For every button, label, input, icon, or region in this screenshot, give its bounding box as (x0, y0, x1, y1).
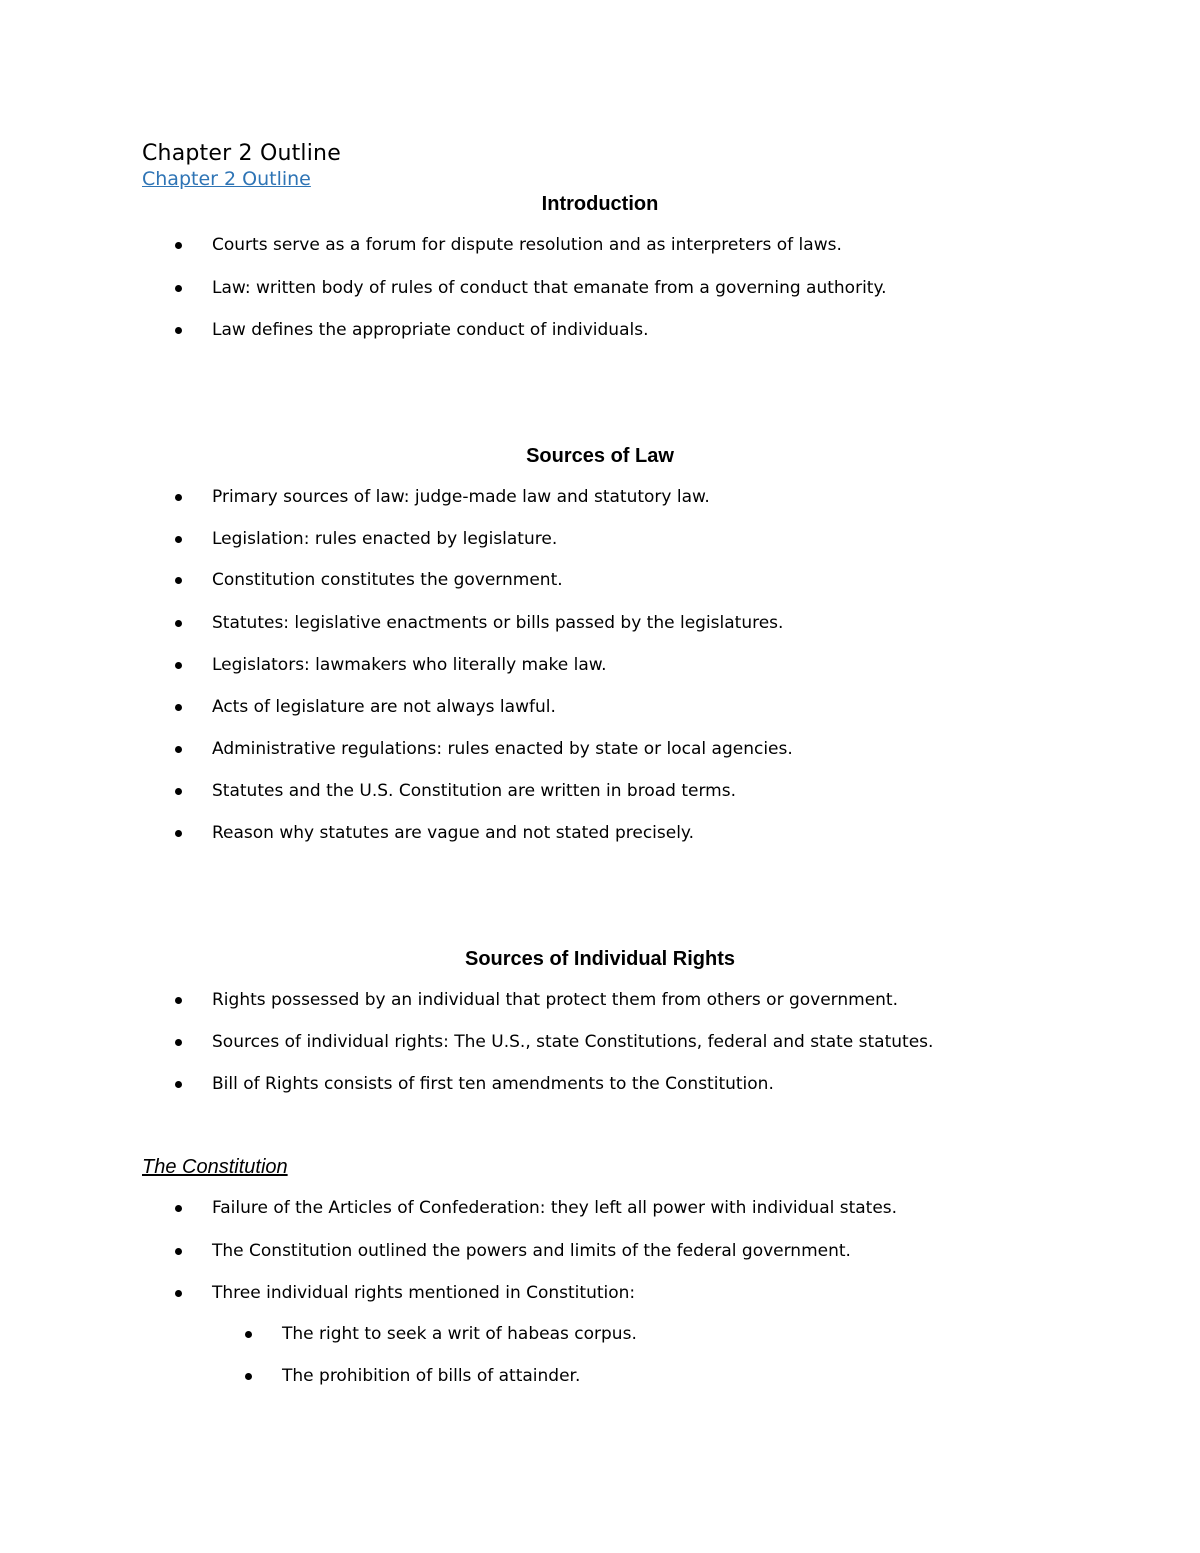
list-item-text: Statutes and the U.S. Constitution are written in broad terms. (212, 781, 736, 801)
list-item-text: Courts serve as a forum for dispute resolution and as interpreters of laws. (212, 235, 842, 255)
list-subitem-text: The prohibition of bills of attainder. (282, 1366, 581, 1386)
section-heading-introduction: Introduction (541, 193, 659, 215)
bullet-icon (175, 327, 182, 334)
bullet-icon (175, 830, 182, 837)
bullet-icon (175, 997, 182, 1004)
list-item-text: Sources of individual rights: The U.S., state Constitutions, federal and state statutes. (212, 1032, 934, 1052)
list-item-text: Three individual rights mentioned in Constitution: (212, 1283, 636, 1303)
list-subitem-text: The right to seek a writ of habeas corpus. (282, 1324, 637, 1344)
list-item-text: Primary sources of law: judge-made law and statutory law. (212, 487, 710, 507)
bullet-icon (175, 1248, 182, 1255)
bullet-icon (175, 746, 182, 753)
subheading-the-constitution: The Constitution (142, 1156, 288, 1178)
document-title: Chapter 2 Outline (142, 141, 341, 166)
bullet-icon (175, 536, 182, 543)
list-item-text: Administrative regulations: rules enacted by state or local agencies. (212, 739, 793, 759)
list-item-text: Constitution constitutes the government. (212, 570, 563, 590)
list-item-text: Law defines the appropriate conduct of individuals. (212, 320, 649, 340)
section-heading-sources-of-law: Sources of Law (526, 445, 674, 467)
list-item-text: Reason why statutes are vague and not stated precisely. (212, 823, 694, 843)
bullet-icon (175, 577, 182, 584)
list-item-text: Legislators: lawmakers who literally make law. (212, 655, 607, 675)
section-heading-sources-of-individual-rights: Sources of Individual Rights (464, 948, 736, 970)
bullet-icon (175, 285, 182, 292)
bullet-icon (175, 704, 182, 711)
bullet-icon (175, 1081, 182, 1088)
bullet-icon (175, 242, 182, 249)
list-item-text: Statutes: legislative enactments or bills passed by the legislatures. (212, 613, 784, 633)
bullet-icon (175, 1205, 182, 1212)
list-item-text: Failure of the Articles of Confederation: they left all power with individual states. (212, 1198, 898, 1218)
list-item-text: Bill of Rights consists of first ten amendments to the Constitution. (212, 1074, 774, 1094)
bullet-icon (175, 494, 182, 501)
bullet-icon (175, 1039, 182, 1046)
bullet-icon (175, 662, 182, 669)
list-item-text: Acts of legislature are not always lawful. (212, 697, 556, 717)
bullet-icon (245, 1373, 252, 1380)
chapter-outline-link[interactable]: Chapter 2 Outline (142, 168, 311, 190)
bullet-icon (175, 1290, 182, 1297)
list-item-text: The Constitution outlined the powers and limits of the federal government. (212, 1241, 851, 1261)
bullet-icon (175, 788, 182, 795)
list-item-text: Law: written body of rules of conduct that emanate from a governing authority. (212, 278, 887, 298)
bullet-icon (175, 620, 182, 627)
list-item-text: Legislation: rules enacted by legislature. (212, 529, 558, 549)
list-item-text: Rights possessed by an individual that protect them from others or government. (212, 990, 899, 1010)
bullet-icon (245, 1331, 252, 1338)
